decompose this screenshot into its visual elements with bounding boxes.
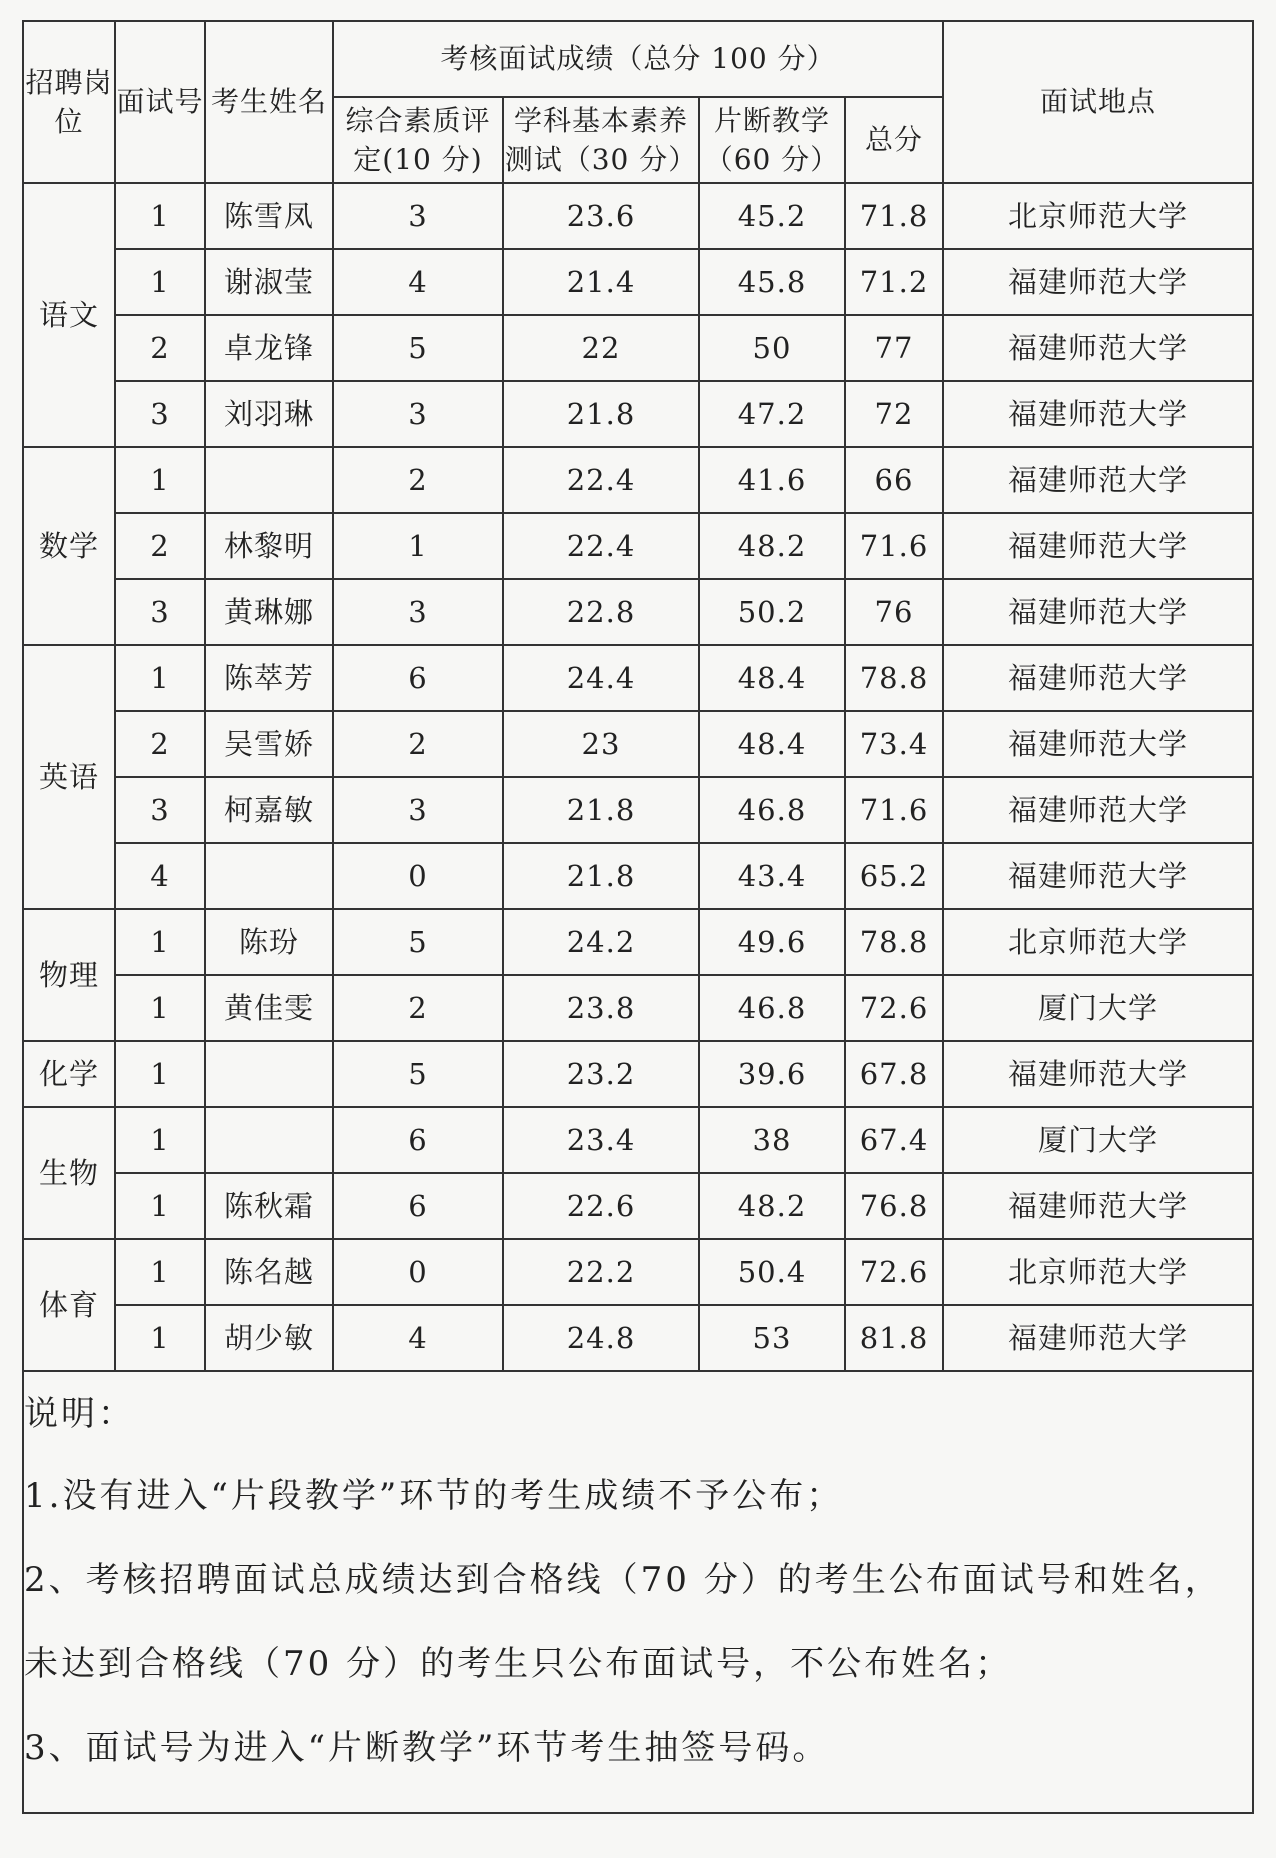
teaching-score-cell: 48.2 [699,1173,845,1239]
table-row [23,249,1253,315]
total-score-cell: 71.6 [845,513,943,579]
note-line: 1.没有进入“片段教学”环节的考生成绩不予公布； [24,1476,844,1516]
basic-score-cell: 24.4 [503,645,699,711]
basic-score-cell: 22.4 [503,513,699,579]
quality-score-cell: 5 [333,909,503,975]
subject-cell: 化学 [23,1041,115,1107]
quality-score-cell: 3 [333,579,503,645]
subject-cell: 物理 [23,909,115,1041]
notes-cell [23,1371,1253,1813]
location-cell: 福建师范大学 [943,249,1253,315]
teaching-score-cell: 46.8 [699,777,845,843]
table-row [23,1305,1253,1371]
table-body [23,183,1253,1371]
interview-no-cell: 1 [115,183,205,249]
header-score-group: 考核面试成绩（总分 100 分） [333,21,943,97]
total-score-cell: 77 [845,315,943,381]
candidate-name-cell: 胡少敏 [205,1305,333,1371]
teaching-score-cell: 50.2 [699,579,845,645]
candidate-name-cell: 陈名越 [205,1239,333,1305]
quality-score-cell: 3 [333,381,503,447]
quality-score-cell: 3 [333,777,503,843]
total-score-cell: 76 [845,579,943,645]
teaching-score-cell: 48.4 [699,645,845,711]
location-cell: 厦门大学 [943,975,1253,1041]
teaching-score-cell: 47.2 [699,381,845,447]
candidate-name-cell: 黄琳娜 [205,579,333,645]
quality-score-cell: 1 [333,513,503,579]
quality-score-cell: 4 [333,249,503,315]
quality-score-cell: 2 [333,447,503,513]
table-row [23,1173,1253,1239]
table-row [23,1239,1253,1305]
location-cell: 福建师范大学 [943,1305,1253,1371]
location-cell: 福建师范大学 [943,579,1253,645]
total-score-cell: 67.8 [845,1041,943,1107]
interview-no-cell: 1 [115,1239,205,1305]
table-header [23,21,1253,183]
total-score-cell: 65.2 [845,843,943,909]
candidate-name-cell: 卓龙锋 [205,315,333,381]
candidate-name-cell [205,447,333,513]
total-score-cell: 72.6 [845,975,943,1041]
table-row [23,975,1253,1041]
basic-score-cell: 23.6 [503,183,699,249]
table-row [23,579,1253,645]
header-teaching-score: 片断教学（60 分） [699,97,845,183]
teaching-score-cell: 50.4 [699,1239,845,1305]
basic-score-cell: 21.8 [503,381,699,447]
basic-score-cell: 22.4 [503,447,699,513]
basic-score-cell: 24.8 [503,1305,699,1371]
quality-score-cell: 0 [333,1239,503,1305]
interview-no-cell: 1 [115,447,205,513]
teaching-score-cell: 53 [699,1305,845,1371]
quality-score-cell: 6 [333,1173,503,1239]
table-row [23,513,1253,579]
quality-score-cell: 2 [333,711,503,777]
location-cell: 厦门大学 [943,1107,1253,1173]
interview-no-cell: 3 [115,777,205,843]
total-score-cell: 66 [845,447,943,513]
location-cell: 福建师范大学 [943,1041,1253,1107]
notes [24,1372,1252,1790]
teaching-score-cell: 45.8 [699,249,845,315]
teaching-score-cell: 50 [699,315,845,381]
candidate-name-cell: 陈雪凤 [205,183,333,249]
candidate-name-cell: 陈萃芳 [205,645,333,711]
location-cell: 福建师范大学 [943,1173,1253,1239]
table-row [23,645,1253,711]
total-score-cell: 67.4 [845,1107,943,1173]
interview-no-cell: 4 [115,843,205,909]
location-cell: 福建师范大学 [943,777,1253,843]
subject-cell: 英语 [23,645,115,909]
location-cell: 福建师范大学 [943,381,1253,447]
interview-no-cell: 1 [115,645,205,711]
teaching-score-cell: 48.2 [699,513,845,579]
basic-score-cell: 23.4 [503,1107,699,1173]
header-quality-score: 综合素质评定(10 分) [333,97,503,183]
table-row [23,183,1253,249]
location-cell: 福建师范大学 [943,711,1253,777]
interview-no-cell: 2 [115,513,205,579]
interview-no-cell: 2 [115,315,205,381]
header-post: 招聘岗位 [23,21,115,183]
score-sheet [22,20,1252,1814]
table-row [23,711,1253,777]
quality-score-cell: 3 [333,183,503,249]
total-score-cell: 71.2 [845,249,943,315]
location-cell: 北京师范大学 [943,909,1253,975]
note-line: 未达到合格线（70 分）的考生只公布面试号，不公布姓名； [24,1644,1013,1684]
teaching-score-cell: 38 [699,1107,845,1173]
total-score-cell: 78.8 [845,909,943,975]
interview-no-cell: 1 [115,249,205,315]
basic-score-cell: 22.2 [503,1239,699,1305]
header-location: 面试地点 [943,21,1253,183]
quality-score-cell: 5 [333,315,503,381]
teaching-score-cell: 39.6 [699,1041,845,1107]
candidate-name-cell: 吴雪娇 [205,711,333,777]
quality-score-cell: 4 [333,1305,503,1371]
basic-score-cell: 23 [503,711,699,777]
table-row [23,447,1253,513]
header-candidate-name: 考生姓名 [205,21,333,183]
basic-score-cell: 21.8 [503,843,699,909]
header-interview-no: 面试号 [115,21,205,183]
candidate-name-cell: 陈玢 [205,909,333,975]
note-line: 2、考核招聘面试总成绩达到合格线（70 分）的考生公布面试号和姓名， [24,1560,1222,1600]
location-cell: 福建师范大学 [943,513,1253,579]
basic-score-cell: 22 [503,315,699,381]
candidate-name-cell: 刘羽琳 [205,381,333,447]
basic-score-cell: 22.6 [503,1173,699,1239]
subject-cell: 语文 [23,183,115,447]
interview-no-cell: 1 [115,1041,205,1107]
subject-cell: 生物 [23,1107,115,1239]
location-cell: 北京师范大学 [943,1239,1253,1305]
interview-no-cell: 1 [115,1173,205,1239]
teaching-score-cell: 43.4 [699,843,845,909]
total-score-cell: 78.8 [845,645,943,711]
location-cell: 北京师范大学 [943,183,1253,249]
candidate-name-cell: 林黎明 [205,513,333,579]
teaching-score-cell: 48.4 [699,711,845,777]
basic-score-cell: 21.8 [503,777,699,843]
total-score-cell: 71.8 [845,183,943,249]
interview-no-cell: 1 [115,975,205,1041]
table-row [23,843,1253,909]
basic-score-cell: 23.2 [503,1041,699,1107]
quality-score-cell: 0 [333,843,503,909]
total-score-cell: 72 [845,381,943,447]
total-score-cell: 76.8 [845,1173,943,1239]
location-cell: 福建师范大学 [943,315,1253,381]
location-cell: 福建师范大学 [943,645,1253,711]
header-total-score: 总分 [845,97,943,183]
candidate-name-cell: 陈秋霜 [205,1173,333,1239]
total-score-cell: 81.8 [845,1305,943,1371]
note-line: 3、面试号为进入“片断教学”环节考生抽签号码。 [24,1728,830,1768]
candidate-name-cell [205,1041,333,1107]
candidate-name-cell: 谢淑莹 [205,249,333,315]
header-basic-score: 学科基本素养测试（30 分） [503,97,699,183]
table-row [23,1107,1253,1173]
interview-no-cell: 3 [115,381,205,447]
interview-no-cell: 1 [115,909,205,975]
score-table [22,20,1254,1814]
candidate-name-cell: 柯嘉敏 [205,777,333,843]
table-row [23,909,1253,975]
interview-no-cell: 1 [115,1305,205,1371]
candidate-name-cell [205,843,333,909]
subject-cell: 数学 [23,447,115,645]
table-row [23,1041,1253,1107]
table-row [23,381,1253,447]
candidate-name-cell [205,1107,333,1173]
candidate-name-cell: 黄佳雯 [205,975,333,1041]
quality-score-cell: 6 [333,1107,503,1173]
total-score-cell: 73.4 [845,711,943,777]
total-score-cell: 71.6 [845,777,943,843]
table-row [23,777,1253,843]
total-score-cell: 72.6 [845,1239,943,1305]
quality-score-cell: 2 [333,975,503,1041]
interview-no-cell: 3 [115,579,205,645]
quality-score-cell: 6 [333,645,503,711]
teaching-score-cell: 41.6 [699,447,845,513]
location-cell: 福建师范大学 [943,447,1253,513]
location-cell: 福建师范大学 [943,843,1253,909]
quality-score-cell: 5 [333,1041,503,1107]
interview-no-cell: 2 [115,711,205,777]
basic-score-cell: 21.4 [503,249,699,315]
teaching-score-cell: 45.2 [699,183,845,249]
basic-score-cell: 23.8 [503,975,699,1041]
basic-score-cell: 24.2 [503,909,699,975]
subject-cell: 体育 [23,1239,115,1371]
interview-no-cell: 1 [115,1107,205,1173]
table-row [23,315,1253,381]
notes-title: 说明： [24,1394,135,1434]
teaching-score-cell: 46.8 [699,975,845,1041]
teaching-score-cell: 49.6 [699,909,845,975]
basic-score-cell: 22.8 [503,579,699,645]
